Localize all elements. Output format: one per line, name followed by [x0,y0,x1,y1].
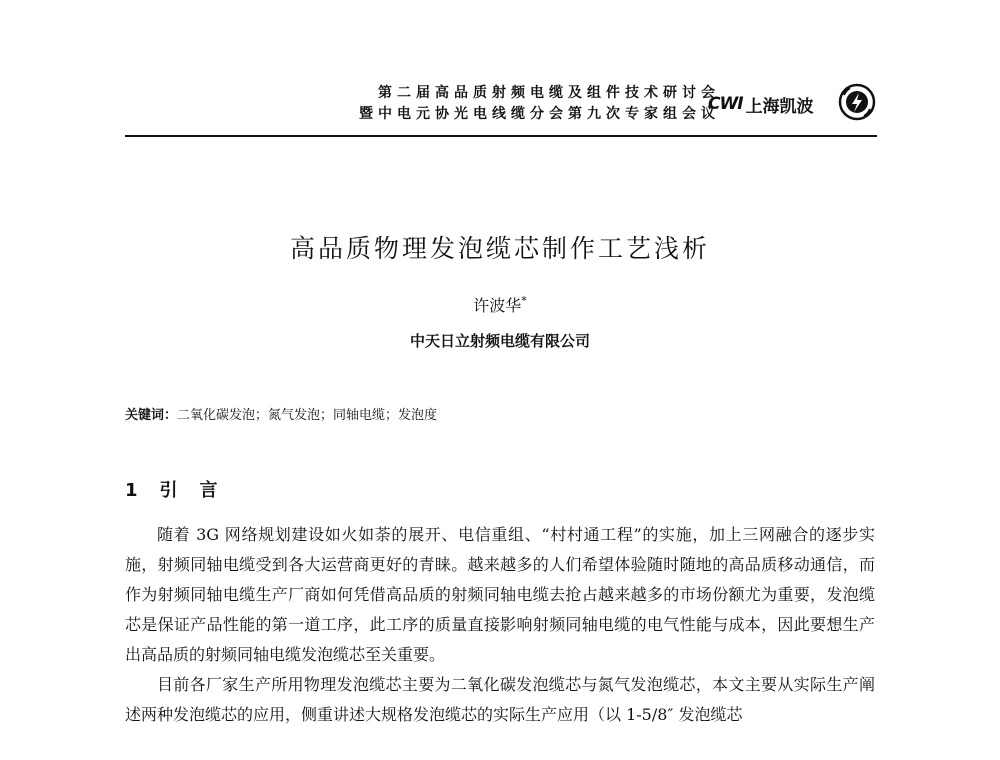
section-number: 1 [125,480,138,501]
paragraph: 目前各厂家生产所用物理发泡缆芯主要为二氧化碳发泡缆芯与氮气发泡缆芯，本文主要从实际生产阐述两种发泡缆芯的应用，侧重讲述大规格发泡缆芯的实际生产应用（以 1-5/8″ 发泡缆芯 [125,675,875,724]
section-title: 引言 [159,480,240,501]
logo-mark: CWI [708,94,743,114]
page-header [0,0,1000,140]
keywords-list: 二氧化碳发泡；氮气发泡；同轴电缆；发泡度 [177,408,438,423]
paper-title: 高品质物理发泡缆芯制作工艺浅析 [289,234,710,263]
keywords-line [125,404,437,423]
conference-title [300,83,720,125]
sponsor-logo [708,91,814,117]
author-footnote-mark: * [521,294,527,308]
affiliation: 中天日立射频电缆有限公司 [409,332,590,350]
keywords-label: 关键词： [125,408,178,423]
author-line [0,293,1000,316]
paragraph: 随着 3G 网络规划建设如火如荼的展开、电信重组、“村村通工程”的实施，加上三网融合的逐步实施，射频同轴电缆受到各大运营商更好的青睐。越来越多的人们希望体验随时随地的高品质移动通信，而作为射频同轴电缆生产厂商如何凭借高品质的射频同轴电缆去抢占越来越多的市场份额尤为重要，发泡缆芯是保证产品性能的第一道工序，此工序的质量直接影响射频同轴电缆的电气性能与成本，因此要想生产出高品质的射频同轴电缆发泡缆芯至关重要。 [125,525,875,664]
conference-line-1: 第二届高品质射频电缆及组件技术研讨会 [378,85,720,101]
body-text [125,520,875,730]
conference-line-2: 暨中电元协光电线缆分会第九次专家组会议 [359,106,720,122]
section-heading [125,476,240,502]
author-name: 许波华 [473,296,522,315]
header-rule [125,135,877,137]
logo-text: 上海凯波 [745,96,814,117]
lightning-emblem-icon [838,83,876,121]
